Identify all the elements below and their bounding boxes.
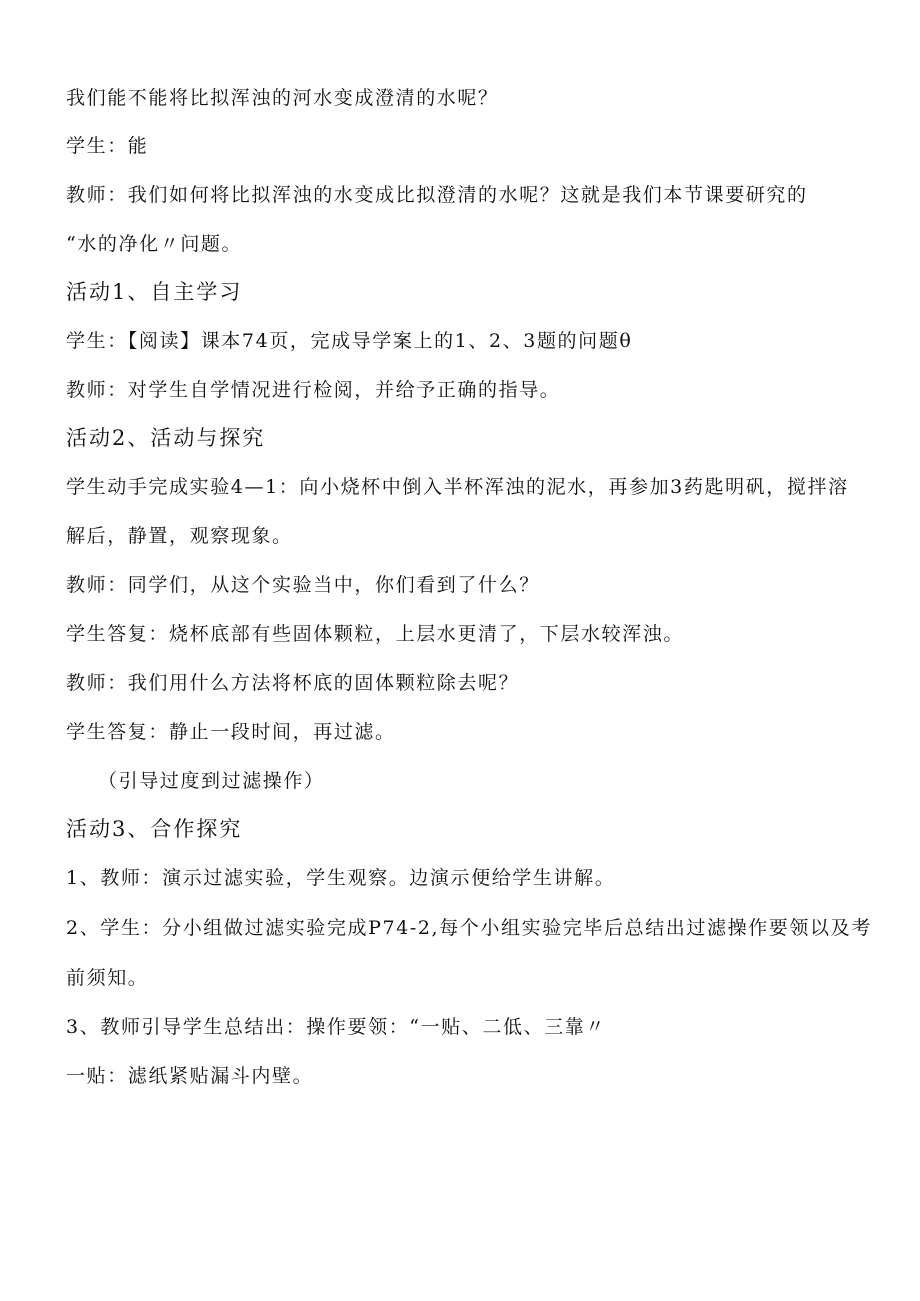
text-line: 一贴：滤纸紧贴漏斗内壁。 <box>66 1065 314 1087</box>
text-line: 学生：【阅读】课本74页，完成导学案上的1、2、3题的问题θ <box>66 330 633 352</box>
section-heading: 活动2、活动与探究 <box>66 426 266 450</box>
text-line: （引导过度到过滤操作） <box>98 770 325 792</box>
text-line: 2、学生：分小组做过滤实验完成P74-2,每个小组实验完毕后总结出过滤操作要领以及考 <box>66 917 872 939</box>
text-line: 学生：能 <box>66 135 149 157</box>
text-line: 教师：对学生自学情况进行检阅，并给予正确的指导。 <box>66 379 561 401</box>
text-line: 解后，静置，观察现象。 <box>66 525 293 547</box>
section-heading: 活动3、合作探究 <box>66 817 243 841</box>
text-line: 1、教师：演示过滤实验，学生观察。边演示便给学生讲解。 <box>66 867 616 889</box>
text-line: 3、教师引导学生总结出：操作要领：“一贴、二低、三靠〃 <box>66 1016 607 1038</box>
text-line: 学生答复：静止一段时间，再过滤。 <box>66 721 396 743</box>
section-heading: 活动1、自主学习 <box>66 280 243 304</box>
text-line: 学生动手完成实验4—1：向小烧杯中倒入半杯浑浊的泥水，再参加3药匙明矾，搅拌溶 <box>66 476 849 498</box>
text-line: 教师：我们如何将比拟浑浊的水变成比拟澄清的水呢？这就是我们本节课要研究的 <box>66 184 808 206</box>
text-line: 我们能不能将比拟浑浊的河水变成澄清的水呢？ <box>66 87 499 109</box>
text-line: 学生答复：烧杯底部有些固体颗粒，上层水更清了，下层水较浑浊。 <box>66 623 685 645</box>
text-line: 前须知。 <box>66 967 149 989</box>
text-line: 教师：我们用什么方法将杯底的固体颗粒除去呢？ <box>66 672 520 694</box>
text-line: “水的净化〃问题。 <box>66 233 243 255</box>
text-line: 教师：同学们，从这个实验当中，你们看到了什么？ <box>66 574 540 596</box>
